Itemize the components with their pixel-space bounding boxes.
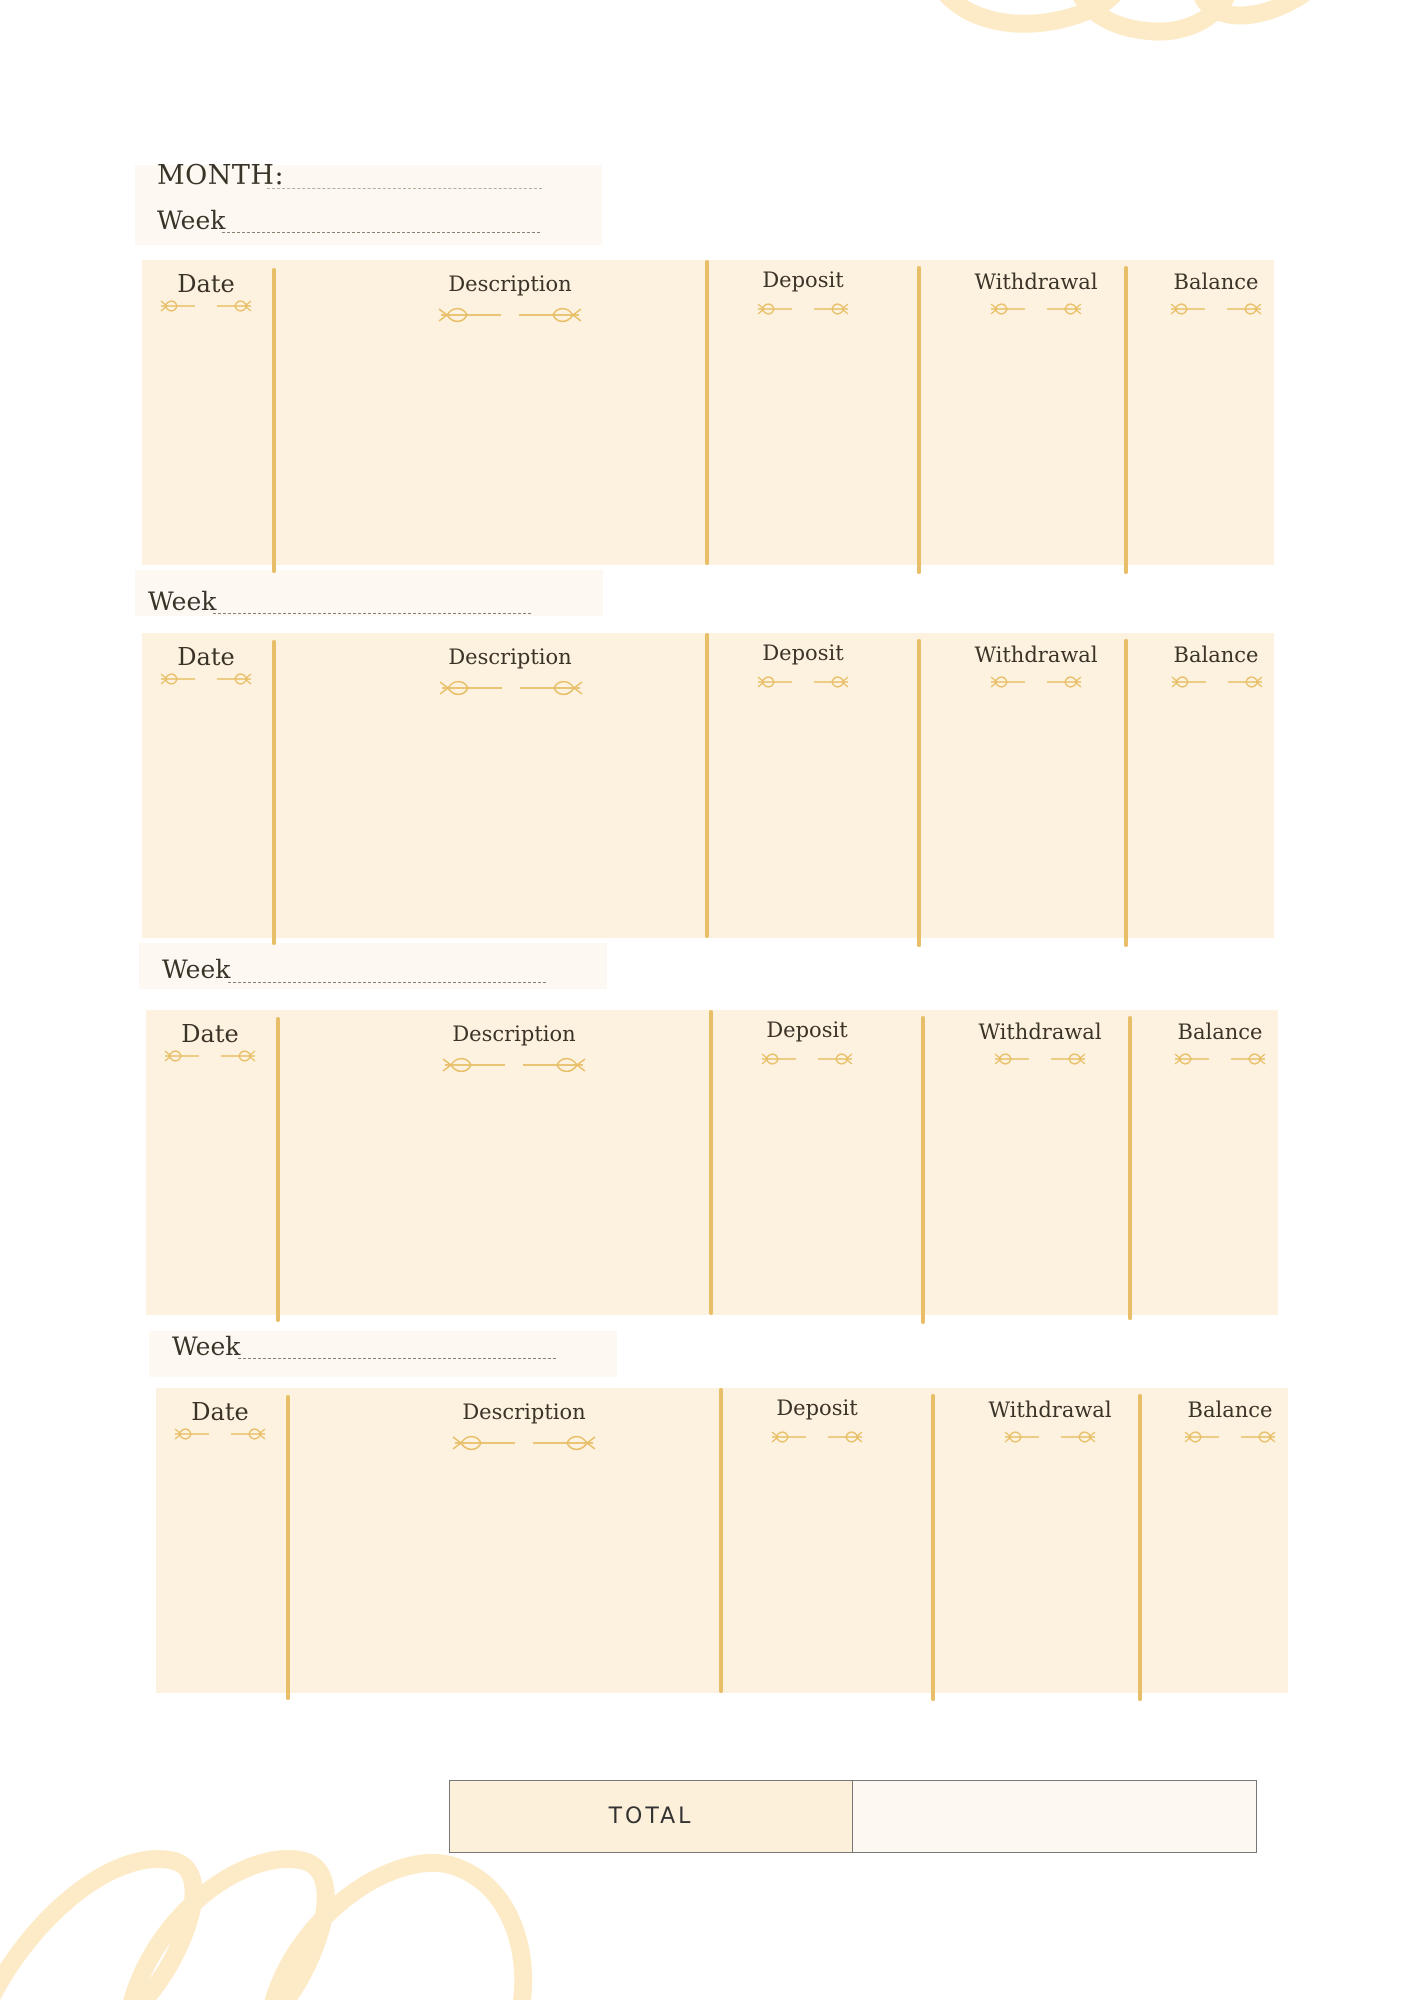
column-header-date: Date bbox=[181, 1020, 239, 1048]
column-header-deposit: Deposit bbox=[766, 1018, 848, 1042]
leaf-ornament-icon bbox=[437, 304, 583, 326]
column-header-date: Date bbox=[177, 643, 235, 671]
leaf-ornament-icon bbox=[770, 1428, 864, 1446]
column-header-withdrawal: Withdrawal bbox=[978, 1020, 1102, 1044]
leaf-ornament-icon bbox=[438, 677, 584, 699]
column-divider bbox=[286, 1395, 290, 1700]
column-header-date: Date bbox=[177, 270, 235, 298]
week-input-line-4[interactable] bbox=[238, 1358, 556, 1359]
column-divider bbox=[917, 266, 921, 574]
leaf-ornament-icon bbox=[1169, 300, 1263, 318]
week-label-1: Week bbox=[157, 206, 226, 235]
leaf-ornament-icon bbox=[993, 1050, 1087, 1068]
leaf-ornament-icon bbox=[989, 300, 1083, 318]
column-divider bbox=[272, 268, 276, 573]
scribble-top-right-decoration bbox=[900, 0, 1414, 80]
month-input-line[interactable] bbox=[267, 188, 542, 189]
column-header-deposit: Deposit bbox=[776, 1396, 858, 1420]
week-label-2: Week bbox=[148, 587, 217, 616]
leaf-ornament-icon bbox=[1173, 1050, 1267, 1068]
leaf-ornament-icon bbox=[159, 670, 253, 688]
total-row bbox=[449, 1780, 1257, 1853]
leaf-ornament-icon bbox=[989, 673, 1083, 691]
column-divider bbox=[1138, 1394, 1142, 1701]
column-divider bbox=[709, 1010, 713, 1315]
week-table-3[interactable] bbox=[146, 1010, 1278, 1315]
column-header-withdrawal: Withdrawal bbox=[988, 1398, 1112, 1422]
column-header-description: Description bbox=[448, 272, 572, 296]
week-table-2[interactable] bbox=[142, 633, 1274, 938]
column-header-balance: Balance bbox=[1173, 643, 1259, 667]
week-input-line-3[interactable] bbox=[228, 982, 546, 983]
week-table-4[interactable] bbox=[156, 1388, 1288, 1693]
month-label: MONTH: bbox=[157, 160, 285, 191]
leaf-ornament-icon bbox=[756, 300, 850, 318]
column-divider bbox=[931, 1394, 935, 1701]
column-header-balance: Balance bbox=[1187, 1398, 1273, 1422]
column-header-deposit: Deposit bbox=[762, 641, 844, 665]
leaf-ornament-icon bbox=[173, 1425, 267, 1443]
column-divider bbox=[1124, 266, 1128, 574]
column-divider bbox=[917, 639, 921, 947]
leaf-ornament-icon bbox=[451, 1432, 597, 1454]
column-header-withdrawal: Withdrawal bbox=[974, 270, 1098, 294]
column-header-balance: Balance bbox=[1173, 270, 1259, 294]
column-divider bbox=[272, 640, 276, 945]
column-divider bbox=[921, 1016, 925, 1324]
leaf-ornament-icon bbox=[163, 1047, 257, 1065]
column-divider bbox=[719, 1388, 723, 1693]
total-label: TOTAL bbox=[450, 1781, 853, 1852]
column-divider bbox=[1128, 1016, 1132, 1320]
column-divider bbox=[1124, 639, 1128, 947]
column-header-deposit: Deposit bbox=[762, 268, 844, 292]
leaf-ornament-icon bbox=[760, 1050, 854, 1068]
leaf-ornament-icon bbox=[1170, 673, 1264, 691]
leaf-ornament-icon bbox=[756, 673, 850, 691]
column-divider bbox=[705, 633, 709, 938]
leaf-ornament-icon bbox=[159, 297, 253, 315]
week-input-line-2[interactable] bbox=[213, 613, 531, 614]
leaf-ornament-icon bbox=[1183, 1428, 1277, 1446]
column-divider bbox=[705, 260, 709, 565]
week-table-1[interactable] bbox=[142, 260, 1274, 565]
column-header-description: Description bbox=[452, 1022, 576, 1046]
total-value-field[interactable] bbox=[853, 1781, 1256, 1852]
leaf-ornament-icon bbox=[441, 1054, 587, 1076]
column-divider bbox=[276, 1017, 280, 1322]
column-header-withdrawal: Withdrawal bbox=[974, 643, 1098, 667]
week-input-line-1[interactable] bbox=[222, 232, 540, 233]
week-label-3: Week bbox=[162, 955, 231, 984]
scribble-bottom-left-decoration bbox=[0, 1840, 560, 2000]
column-header-balance: Balance bbox=[1177, 1020, 1263, 1044]
column-header-date: Date bbox=[191, 1398, 249, 1426]
week-label-4: Week bbox=[172, 1332, 241, 1361]
leaf-ornament-icon bbox=[1003, 1428, 1097, 1446]
column-header-description: Description bbox=[448, 645, 572, 669]
column-header-description: Description bbox=[462, 1400, 586, 1424]
